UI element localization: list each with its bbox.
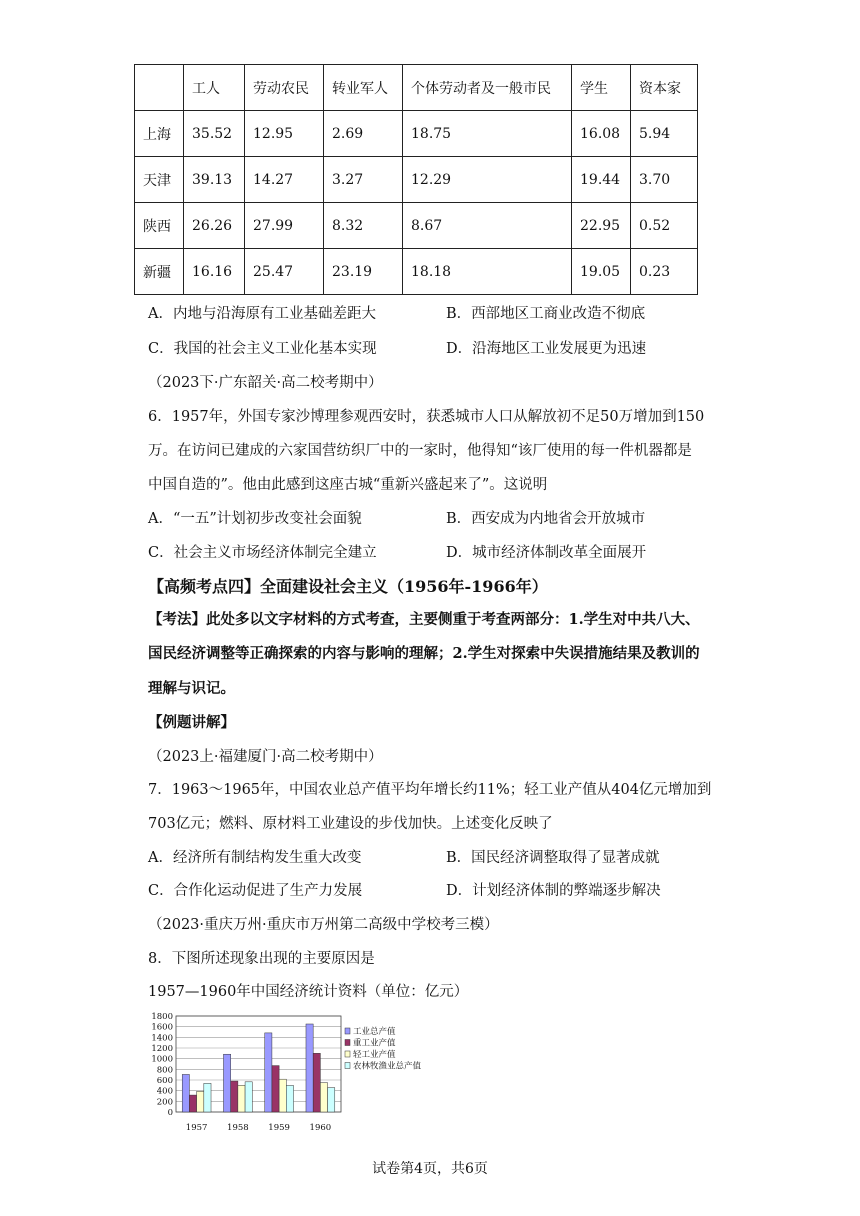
q7-option-c: C．合作化运动促进了生产力发展	[148, 883, 363, 899]
q5-option-d: D．沿海地区工业发展更为迅速	[446, 341, 647, 357]
table-cell: 5.94	[631, 111, 698, 157]
q5-option-b: B．西部地区工商业改造不彻底	[446, 306, 646, 322]
table-cell: 12.95	[245, 111, 324, 157]
table-row	[135, 111, 698, 157]
table-cell: 8.32	[324, 203, 403, 249]
table-cell: 0.23	[631, 249, 698, 295]
bar	[286, 1085, 293, 1112]
table-header-cell: 工人	[184, 65, 245, 111]
table-cell: 18.18	[403, 249, 572, 295]
y-tick-label: 1000	[151, 1054, 173, 1065]
x-tick-label: 1958	[227, 1123, 249, 1133]
page-footer: 试卷第4页，共6页	[372, 1161, 488, 1177]
table-row-label: 陕西	[135, 203, 184, 249]
q7-stem-line2: 703亿元；燃料、原材料工业建设的步伐加快。上述变化反映了	[148, 816, 553, 832]
q6-option-c: C．社会主义市场经济体制完全建立	[148, 545, 377, 561]
q8-source: （2023·重庆万州·重庆市万州第二高级中学校考三模）	[148, 917, 499, 933]
legend-swatch	[345, 1040, 350, 1046]
y-tick-label: 1600	[151, 1022, 173, 1033]
y-tick-label: 400	[156, 1086, 173, 1097]
table-row-label: 上海	[135, 111, 184, 157]
table-cell: 2.69	[324, 111, 403, 157]
table-cell: 0.52	[631, 203, 698, 249]
table-header-cell	[135, 65, 184, 111]
table-row	[135, 203, 698, 249]
legend-swatch	[345, 1063, 350, 1069]
bar	[320, 1083, 327, 1112]
table-header-cell: 个体劳动者及一般市民	[403, 65, 572, 111]
table-cell: 3.70	[631, 157, 698, 203]
q6-option-b: B．西安成为内地省会开放城市	[446, 511, 646, 527]
bar	[189, 1095, 196, 1112]
table-header-cell: 资本家	[631, 65, 698, 111]
table-cell: 18.75	[403, 111, 572, 157]
q7-source: （2023上·福建厦门·高二校考期中）	[148, 749, 383, 765]
table-cell: 35.52	[184, 111, 245, 157]
q7-option-b: B．国民经济调整取得了显著成就	[446, 850, 660, 866]
q5-option-c: C．我国的社会主义工业化基本实现	[148, 341, 377, 357]
section-title: 【高频考点四】全面建设社会主义（1956年-1966年）	[148, 577, 548, 596]
q7-option-d: D．计划经济体制的弊端逐步解决	[446, 883, 661, 899]
bar	[272, 1066, 279, 1112]
table-cell: 14.27	[245, 157, 324, 203]
legend-label: 重工业产值	[353, 1038, 396, 1049]
method-line2: 国民经济调整等正确探索的内容与影响的理解；2.学生对探索中失误措施结果及教训的	[148, 645, 700, 662]
table-cell: 25.47	[245, 249, 324, 295]
table-cell: 16.08	[572, 111, 631, 157]
y-tick-label: 1200	[151, 1044, 173, 1054]
table-cell: 3.27	[324, 157, 403, 203]
q6-stem-line2: 万。在访问已建成的六家国营纺织厂中的一家时，他得知“该厂使用的每一件机器都是	[148, 443, 692, 459]
y-tick-label: 1800	[151, 1012, 173, 1022]
y-tick-label: 200	[156, 1097, 173, 1108]
q6-stem-line3: 中国自造的”。他由此感到这座古城“重新兴盛起来了”。这说明	[148, 477, 548, 493]
legend-label: 农林牧渔业总产值	[353, 1061, 422, 1072]
table-cell: 23.19	[324, 249, 403, 295]
statistics-table	[134, 64, 698, 295]
q8-stem-line1: 8．下图所述现象出现的主要原因是	[148, 951, 375, 967]
economic-statistics-chart	[140, 1008, 460, 1138]
table-cell: 39.13	[184, 157, 245, 203]
bar	[328, 1088, 335, 1112]
method-line3: 理解与识记。	[148, 680, 235, 697]
q7-option-a: A．经济所有制结构发生重大改变	[148, 850, 362, 866]
legend-swatch	[345, 1051, 350, 1057]
table-row-label: 新疆	[135, 249, 184, 295]
x-tick-label: 1960	[309, 1123, 332, 1133]
q6-stem-line1: 6．1957年，外国专家沙博理参观西安时，获悉城市人口从解放初不足50万增加到150	[148, 409, 705, 425]
bar	[279, 1079, 286, 1112]
x-tick-label: 1957	[185, 1123, 208, 1133]
q8-chart-caption: 1957—1960年中国经济统计资料（单位：亿元）	[148, 984, 469, 1000]
table-row	[135, 249, 698, 295]
table-cell: 12.29	[403, 157, 572, 203]
table-cell: 16.16	[184, 249, 245, 295]
q7-stem-line1: 7．1963～1965年，中国农业总产值平均年增长约11%；轻工业产值从404亿元增加到	[148, 782, 712, 798]
method-line1: 【考法】此处多以文字材料的方式考查，主要侧重于考查两部分：1.学生对中共八大、	[148, 611, 700, 628]
bar	[238, 1085, 245, 1112]
q6-source: （2023下·广东韶关·高二校考期中）	[148, 375, 383, 391]
table-cell: 26.26	[184, 203, 245, 249]
table-row-label: 天津	[135, 157, 184, 203]
table-header-cell: 学生	[572, 65, 631, 111]
table-header-cell: 转业军人	[324, 65, 403, 111]
y-tick-label: 600	[156, 1076, 173, 1086]
x-tick-label: 1959	[268, 1123, 290, 1133]
q6-option-a: A．“一五”计划初步改变社会面貌	[148, 511, 362, 527]
bar	[265, 1033, 272, 1112]
table-header-cell: 劳动农民	[245, 65, 324, 111]
legend-label: 工业总产值	[353, 1027, 396, 1037]
bar	[231, 1081, 238, 1112]
y-tick-label: 800	[156, 1065, 173, 1076]
bar	[182, 1074, 189, 1112]
q5-option-a: A．内地与沿海原有工业基础差距大	[148, 306, 376, 322]
legend-swatch	[345, 1028, 350, 1034]
example-heading: 【例题讲解】	[148, 714, 235, 731]
bar	[313, 1053, 320, 1112]
legend-label: 轻工业产值	[353, 1050, 396, 1060]
table-cell: 8.67	[403, 203, 572, 249]
table-cell: 19.44	[572, 157, 631, 203]
table-header-row	[135, 65, 698, 111]
bar	[245, 1082, 252, 1112]
q6-option-d: D．城市经济体制改革全面展开	[446, 545, 647, 561]
table-cell: 19.05	[572, 249, 631, 295]
bar	[306, 1024, 313, 1112]
table-row	[135, 157, 698, 203]
table-cell: 22.95	[572, 203, 631, 249]
bar	[204, 1083, 211, 1112]
bar	[197, 1091, 204, 1112]
table-cell: 27.99	[245, 203, 324, 249]
y-tick-label: 0	[167, 1108, 173, 1118]
y-tick-label: 1400	[151, 1033, 173, 1044]
bar	[223, 1054, 230, 1112]
